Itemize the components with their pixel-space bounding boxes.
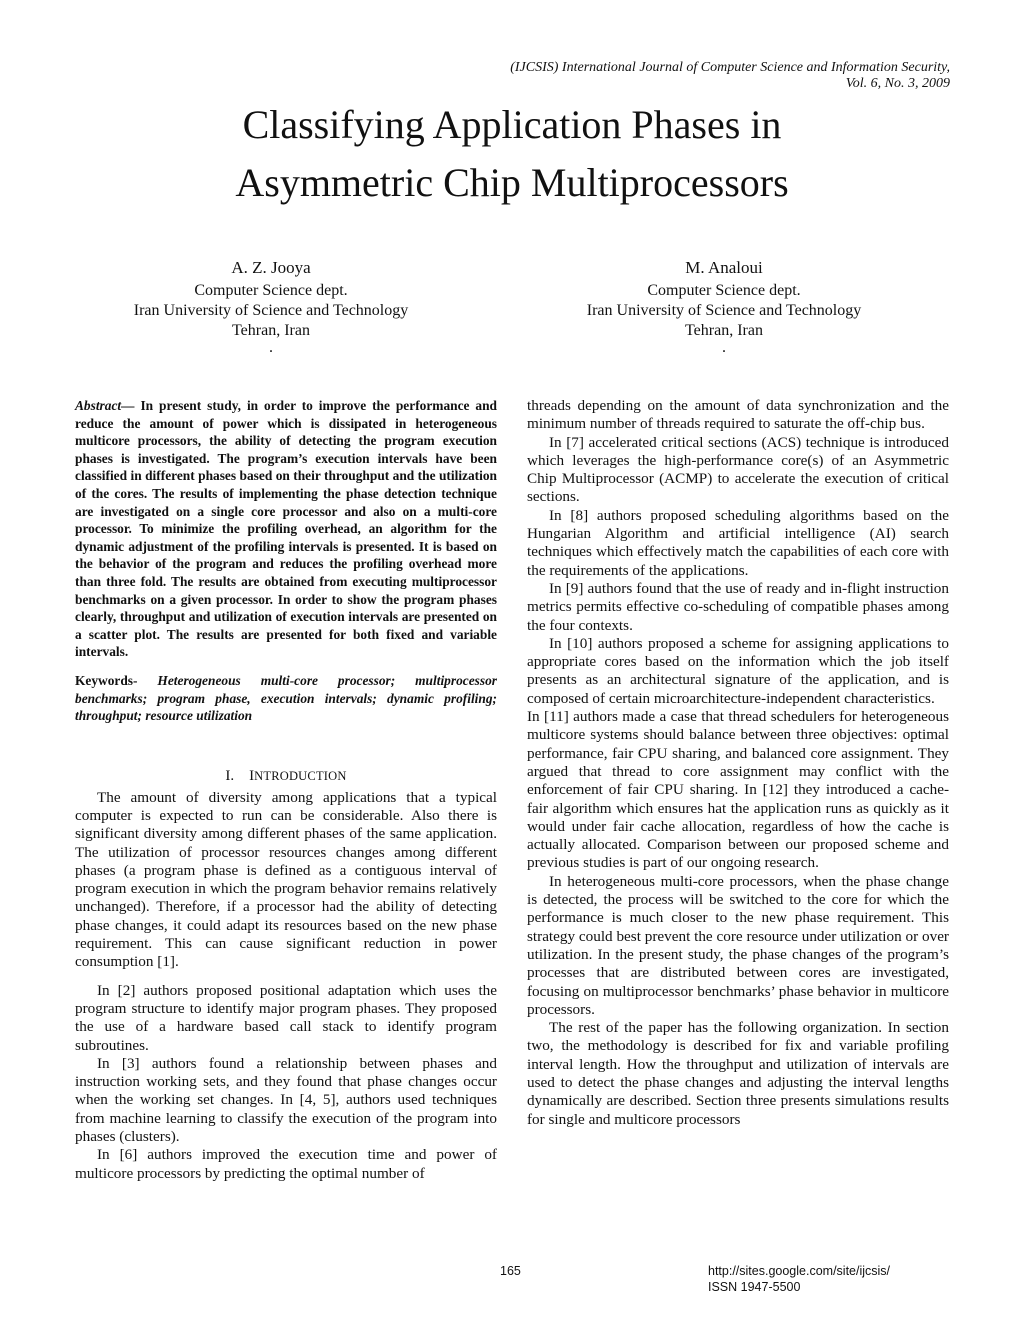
author-dot: . <box>722 339 726 356</box>
paragraph: In [9] authors found that the use of ready and in-flight instruction metrics permits effective co-scheduling of compatible phases among the four contexts. <box>527 579 949 634</box>
keywords-text: Heterogeneous multi-core processor; multiprocessor benchmarks; program phase, execution intervals; dynamic profiling; throughput; resource utilization <box>75 672 497 724</box>
keywords-label: Keywords- <box>75 672 138 688</box>
author-university: Iran University of Science and Technology <box>133 302 409 319</box>
paragraph: In [2] authors proposed positional adaptation which uses the program structure to identify major program phases. They proposed the use of a hardware based call stack to identify program subroutines. <box>75 981 497 1054</box>
section-title-initial: I <box>249 767 255 784</box>
footer-info <box>708 1263 890 1295</box>
title-line-1: Classifying Application Phases in <box>242 102 782 147</box>
paragraph: In heterogeneous multi-core processors, when the phase change is detected, the process will be switched to the core for which the performance is much closer to the new phase requirement. This strategy could best prevent the core resource under utilization or over utilization. In the present study, the phase changes of the program’s processes that are distributed between cores are investigated, focusing on multiprocessor benchmarks’ phase behavior in multicore processors. <box>527 872 949 1018</box>
journal-header <box>330 60 950 92</box>
paragraph: In [8] authors proposed scheduling algorithms based on the Hungarian Algorithm and artificial intelligence (AI) search techniques which effectively match the capabilities of each core with the requirements of the applications. <box>527 506 949 579</box>
keywords <box>75 672 497 725</box>
author-dept: Computer Science dept. <box>647 282 801 299</box>
footer-url: http://sites.google.com/site/ijcsis/ <box>708 1264 891 1278</box>
section-number: I. <box>225 767 235 784</box>
paragraph: In [6] authors improved the execution time and power of multicore processors by predicting the optimal number of <box>75 1146 497 1182</box>
paragraph: In [11] authors made a case that thread schedulers for heterogeneous multicore systems should balance between three objectives: optimal performance, fair CPU sharing, and balanced core assignment. They argued that thread to core assignment may conflict with the enforcement of fair CPU sharing. In [12] they introduced a cache-fair algorithm which ensures hat the application runs as quickly as it would under fair cache allocation, regardless of how the cache is actually allocated. Comparison between our proposed scheme and previous studies is part of our ongoing research. <box>527 708 949 872</box>
abstract-label: Abstract— <box>75 398 135 413</box>
paragraph: The amount of diversity among applications that a typical computer is expected to run can be considerable. Also there is significant diversity among different phases of the same application. The utilization of processor resources changes among different phases (a program phase is defined as a contiguous interval of program execution in which the program behavior remains relatively unchanged). Therefore, if a processor had the ability of detecting phase changes, it could adapt its resources based on the new phase requirement. This can cause significant reduction in power consumption [1]. <box>75 788 497 971</box>
author-dept: Computer Science dept. <box>194 282 348 299</box>
paragraph: The rest of the paper has the following organization. In section two, the methodology is described for fix and variable profiling interval length. How the throughput and utilization of intervals are used to detect the phase changes and adjusting the interval lengths dynamically are described. Section three presents simulations results for single and multicore processors <box>527 1019 949 1128</box>
left-column <box>75 397 497 1183</box>
paragraph: threads depending on the amount of data synchronization and the minimum number of threads required to saturate the off-chip bus. <box>527 397 949 433</box>
paragraph: In [10] authors proposed a scheme for assigning applications to appropriate cores based on the information which the job itself presents as an architectural signature of the application, and is composed of certain microarchitecture-independent characteristics. <box>527 634 949 707</box>
journal-name: (IJCSIS) International Journal of Computer Science and Information Security, <box>510 60 950 75</box>
paragraph: In [7] accelerated critical sections (ACS) technique is introduced which leverages the high-performance core(s) of an Asymmetric Chip Multiprocessor (ACMP) to accelerate the execution of critical sections. <box>527 433 949 506</box>
section-heading-introduction <box>75 767 497 785</box>
author-city: Tehran, Iran <box>685 322 763 339</box>
author-name: A. Z. Jooya <box>231 258 311 277</box>
title-line-2: Asymmetric Chip Multiprocessors <box>235 160 789 205</box>
right-column <box>527 397 949 1129</box>
author-university: Iran University of Science and Technology <box>586 302 862 319</box>
author-name: M. Analoui <box>685 258 763 277</box>
author-block-1 <box>81 258 461 355</box>
journal-volume: Vol. 6, No. 3, 2009 <box>845 76 950 91</box>
abstract <box>75 397 497 661</box>
abstract-text: In present study, in order to improve the performance and reduce the amount of power which is dissipated in heterogeneous multicore processors, the ability of detecting the program execution phases is investigated. The program’s execution intervals have been classified in different phases based on their throughput and the utilization of the cores. The results of implementing the phase detection technique are investigated on a single core processor and also on a multi-core processor. To minimize the profiling overhead, an algorithm for the dynamic adjustment of the profiling intervals is presented. It is based on the behavior of the program and reduces the profiling overhead more than three fold. The results are obtained from executing multiprocessor benchmarks on a given processor. In order to show the program phases clearly, throughput and utilization of execution intervals are presented on a scatter plot. The results are presented for both fixed and variable intervals. <box>75 398 497 660</box>
paragraph: In [3] authors found a relationship between phases and instruction working sets, and they found that phase changes occur when the working set changes. In [4, 5], authors used techniques from machine learning to classify the execution of the program into phases (clusters). <box>75 1054 497 1146</box>
footer-issn: ISSN 1947-5500 <box>708 1280 801 1294</box>
author-city: Tehran, Iran <box>232 322 310 339</box>
section-title-rest: NTRODUCTION <box>254 768 347 783</box>
paper-title <box>0 96 1024 212</box>
author-dot: . <box>269 339 273 356</box>
author-block-2 <box>534 258 914 355</box>
page-number: 165 <box>500 1264 521 1278</box>
